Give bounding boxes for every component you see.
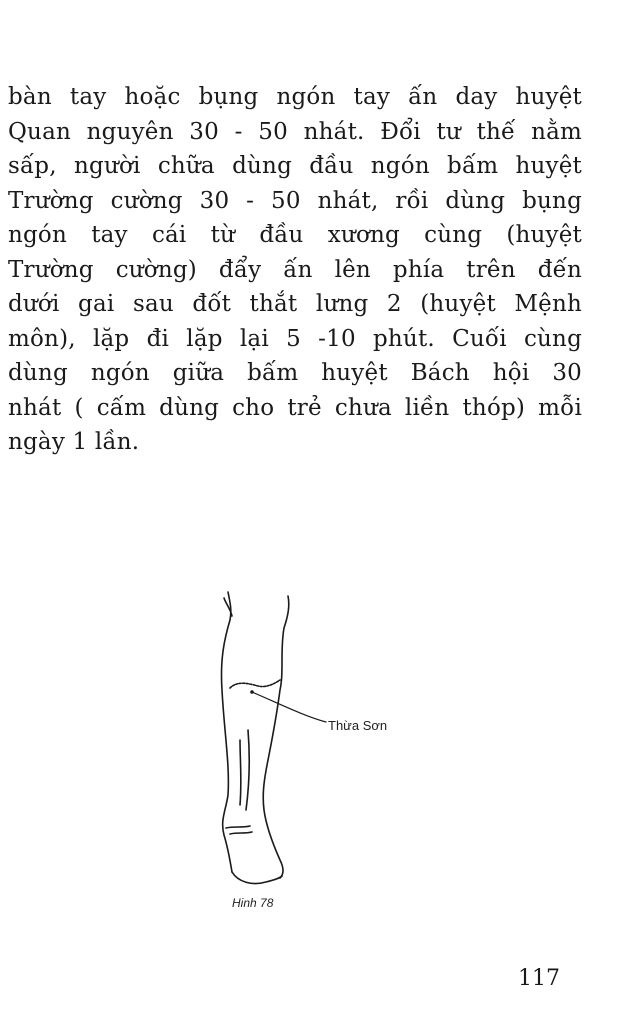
figure-caption: Hinh 78 [232, 896, 274, 910]
text-line: dưới gai sau đốt thắt lưng 2 (huyệt Mệnh [8, 291, 582, 317]
text-line: Trường cường 30 - 50 nhát, rồi dùng bụng [8, 187, 582, 214]
body-text [8, 80, 582, 460]
text-line: dùng ngón giữa bấm huyệt Bách hội 30 [8, 360, 582, 386]
text-line: ngón tay cái từ đầu xương cùng (huyệt [8, 222, 582, 248]
acupoint-label: Thừa Sơn [328, 718, 388, 733]
text-line: ngày 1 lần. [8, 429, 140, 455]
page-number: 117 [518, 966, 560, 991]
text-line: Trường cường) đẩy ấn lên phía trên đến [8, 256, 582, 283]
leg-illustration [180, 580, 440, 900]
text-line: nhát ( cấm dùng cho trẻ chưa liền thóp) mỗi [8, 394, 582, 421]
text-line: sấp, người chữa dùng đầu ngón bấm huyệt [8, 153, 582, 179]
leg-figure [180, 580, 440, 910]
text-line: bàn tay hoặc bụng ngón tay ấn day huyệt [8, 84, 582, 110]
text-line: Quan nguyên 30 - 50 nhát. Đổi tư thế nằm [8, 118, 582, 145]
text-line: môn), lặp đi lặp lại 5 -10 phút. Cuối cùng [8, 325, 582, 352]
